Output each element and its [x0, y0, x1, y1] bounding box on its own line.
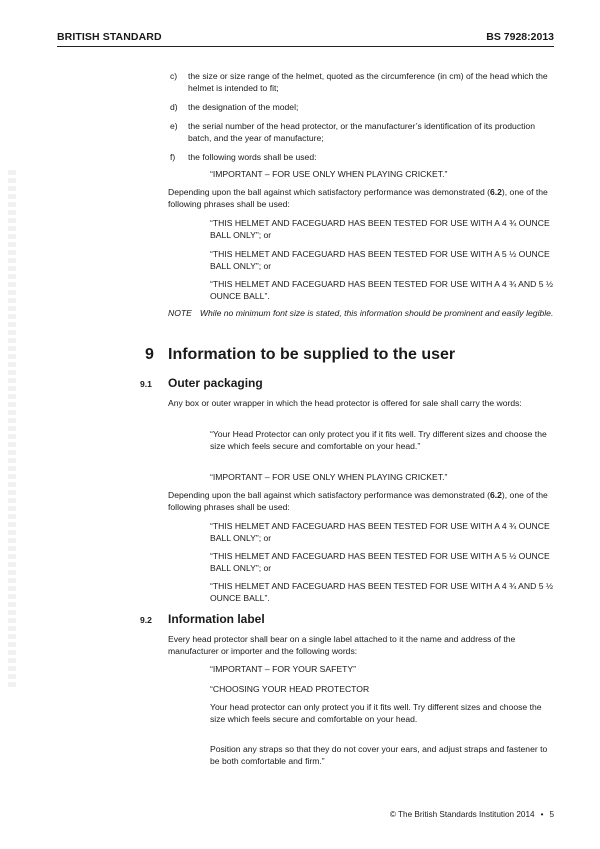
note-label: NOTE — [168, 308, 192, 318]
depending-paragraph-1 — [168, 186, 556, 211]
s91-intro: Any box or outer wrapper in which the head protector is offered for sale shall carry the words: — [168, 398, 522, 408]
list-label-f: f) — [170, 152, 176, 162]
depending-pre: Depending upon the ball against which satisfactory performance was demonstrated ( — [168, 187, 490, 197]
list-text-e: the serial number of the head protector, or the manufacturer’s identification of its production batch, and the year of manufacture; — [188, 121, 535, 144]
depending-post-2: ), one of the following phrases shall be used: — [168, 490, 548, 513]
clause-reference: 6.2 — [489, 187, 502, 197]
page-footer — [390, 810, 554, 819]
section-9-2-title: Information label — [168, 612, 265, 626]
header-standard-number: BS 7928:2013 — [486, 31, 554, 43]
s92-intro: Every head protector shall bear on a single label attached to it the name and address of the manufacturer or importer and the following words: — [168, 634, 516, 657]
phrase-5-1-2: “THIS HELMET AND FACEGUARD HAS BEEN TESTED FOR USE WITH A 5 ½ OUNCE BALL ONLY”; or — [210, 249, 550, 272]
side-watermark — [8, 170, 16, 690]
s91-fit-quote: “Your Head Protector can only protect you if it fits well. Try different sizes and choose the size which feels secure and comfortable on your head.” — [210, 429, 547, 452]
section-9-number: 9 — [145, 346, 154, 363]
s91-phrase-both: “THIS HELMET AND FACEGUARD HAS BEEN TESTED FOR USE WITH A 4 ¾ AND 5 ½ OUNCE BALL”. — [210, 581, 554, 604]
list-label-d: d) — [170, 102, 178, 112]
note-text: While no minimum font size is stated, this information should be prominent and easily legible. — [199, 308, 554, 318]
depending-paragraph-2 — [168, 489, 556, 514]
important-cricket-text: “IMPORTANT – FOR USE ONLY WHEN PLAYING CRICKET.” — [210, 169, 448, 179]
page-number: 5 — [549, 810, 554, 819]
list-label-c: c) — [170, 71, 178, 81]
page-header — [57, 31, 554, 45]
section-9-1-title: Outer packaging — [168, 376, 263, 390]
phrase-both: “THIS HELMET AND FACEGUARD HAS BEEN TESTED FOR USE WITH A 4 ¾ AND 5 ½ OUNCE BALL”. — [210, 279, 554, 302]
footer-bullet: • — [540, 810, 544, 819]
section-9-2-number: 9.2 — [140, 615, 152, 625]
s91-phrase-5-1-2: “THIS HELMET AND FACEGUARD HAS BEEN TESTED FOR USE WITH A 5 ½ OUNCE BALL ONLY”; or — [210, 551, 550, 574]
header-rule — [57, 46, 554, 47]
s91-phrase-4-3-4: “THIS HELMET AND FACEGUARD HAS BEEN TESTED FOR USE WITH A 4 ¾ OUNCE BALL ONLY”; or — [210, 521, 550, 544]
s92-safety: “IMPORTANT – FOR YOUR SAFETY” — [210, 664, 356, 674]
list-text-d: the designation of the model; — [188, 102, 299, 112]
header-standard-label: BRITISH STANDARD — [57, 31, 162, 43]
list-text-c: the size or size range of the helmet, quoted as the circumference (in cm) of the head which the helmet is intended to fit; — [188, 71, 548, 94]
phrase-4-3-4: “THIS HELMET AND FACEGUARD HAS BEEN TESTED FOR USE WITH A 4 ¾ OUNCE BALL ONLY”; or — [210, 218, 550, 241]
s92-straps: Position any straps so that they do not cover your ears, and adjust straps and fastener to be both comfortable and firm.” — [210, 744, 548, 767]
note-paragraph — [168, 307, 556, 319]
s91-important-cricket: “IMPORTANT – FOR USE ONLY WHEN PLAYING CRICKET.” — [210, 472, 448, 482]
section-9-title: Information to be supplied to the user — [168, 346, 456, 363]
list-text-f: the following words shall be used: — [188, 152, 317, 162]
s92-choosing: “CHOOSING YOUR HEAD PROTECTOR — [210, 684, 370, 694]
depending-pre-2: Depending upon the ball against which satisfactory performance was demonstrated ( — [168, 490, 490, 500]
section-9-1-number: 9.1 — [140, 379, 152, 389]
s92-fits: Your head protector can only protect you if it fits well. Try different sizes and choose the size which feels secure and comfortable on your head. — [210, 702, 542, 725]
list-label-e: e) — [170, 121, 178, 131]
depending-post: ), one of the following phrases shall be used: — [168, 187, 548, 210]
clause-reference-2: 6.2 — [489, 490, 502, 500]
footer-copyright: © The British Standards Institution 2014 — [389, 810, 535, 819]
